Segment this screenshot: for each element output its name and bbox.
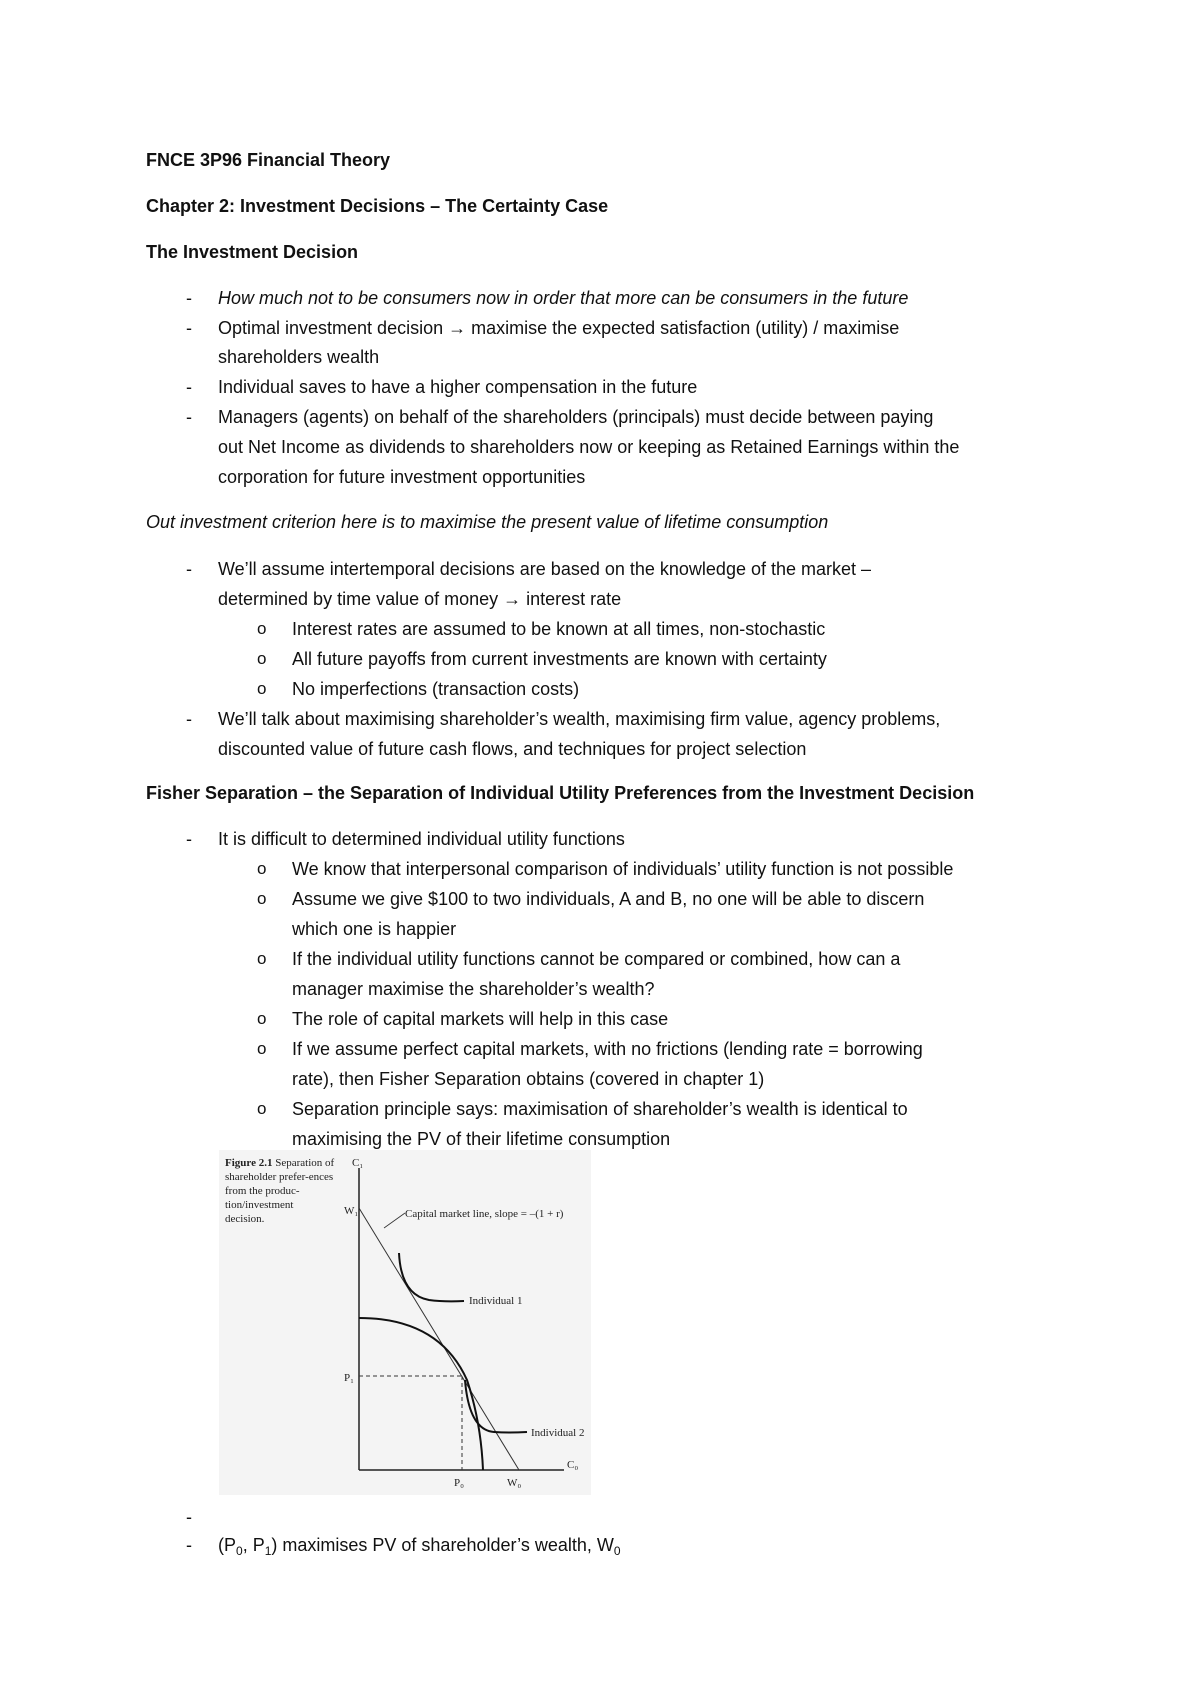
individual-1-curve bbox=[399, 1253, 464, 1301]
w0-label: W₀ bbox=[507, 1477, 522, 1489]
figure-caption-text: Separation of shareholder prefer-ences from the produc-tion/investment decision. bbox=[225, 1157, 335, 1225]
conclusion-text-1: (P bbox=[218, 1535, 236, 1555]
capital-market-line bbox=[359, 1208, 519, 1470]
bullet-o: o bbox=[257, 619, 267, 638]
bullet-o: o bbox=[257, 649, 267, 668]
list-item: Optimal investment decision → maximise the expected satisfaction (utility) / maximise bbox=[218, 318, 900, 338]
list-item: corporation for future investment opportunities bbox=[218, 467, 586, 487]
bullet-dash: - bbox=[186, 288, 192, 308]
list-item: discounted value of future cash flows, and techniques for project selection bbox=[218, 739, 807, 759]
sub-item: Interest rates are assumed to be known at all times, non-stochastic bbox=[292, 619, 826, 639]
bullet-o: o bbox=[257, 679, 267, 698]
conclusion-line bbox=[218, 1533, 621, 1563]
list-item: out Net Income as dividends to shareholders now or keeping as Retained Earnings within the bbox=[218, 437, 960, 457]
list-item: We’ll talk about maximising shareholder’s wealth, maximising firm value, agency problems, bbox=[218, 709, 941, 729]
production-opportunity-curve bbox=[359, 1318, 483, 1470]
section-heading-fisher-separation: Fisher Separation – the Separation of Individual Utility Preferences from the Investment Decision bbox=[146, 783, 975, 803]
subscript-1: 1 bbox=[264, 1544, 272, 1558]
sub-item: We know that interpersonal comparison of individuals’ utility function is not possible bbox=[292, 859, 954, 879]
p0-label: P₀ bbox=[454, 1477, 464, 1489]
sub-item: If we assume perfect capital markets, with no frictions (lending rate = borrowing bbox=[292, 1039, 923, 1059]
investment-criterion: Out investment criterion here is to maximise the present value of lifetime consumption bbox=[146, 512, 829, 532]
list-item: How much not to be consumers now in order that more can be consumers in the future bbox=[218, 288, 909, 308]
sub-item: Separation principle says: maximisation of shareholder’s wealth is identical to bbox=[292, 1099, 908, 1119]
bullet-o: o bbox=[257, 1099, 267, 1118]
y-axis-label: C₁ bbox=[352, 1157, 364, 1169]
list-item: Managers (agents) on behalf of the shareholders (principals) must decide between paying bbox=[218, 407, 934, 427]
sub-item: If the individual utility functions cannot be compared or combined, how can a bbox=[292, 949, 901, 969]
bullet-o: o bbox=[257, 859, 267, 878]
sub-item: The role of capital markets will help in this case bbox=[292, 1009, 669, 1029]
conclusion-text-2: , P bbox=[242, 1535, 265, 1555]
bullet-o: o bbox=[257, 1039, 267, 1058]
bullet-dash: - bbox=[186, 559, 192, 579]
sub-item: which one is happier bbox=[292, 919, 457, 939]
w1-label: W₁ bbox=[344, 1205, 359, 1217]
figure-number: Figure 2.1 bbox=[225, 1157, 273, 1169]
bullet-dash: - bbox=[186, 709, 192, 729]
bullet-dash: - bbox=[186, 407, 192, 427]
list-item: shareholders wealth bbox=[218, 347, 380, 367]
bullet-dash: - bbox=[186, 1507, 192, 1527]
sub-item: All future payoffs from current investments are known with certainty bbox=[292, 649, 827, 669]
section-heading-investment-decision: The Investment Decision bbox=[146, 242, 359, 262]
bullet-dash: - bbox=[186, 377, 192, 397]
bullet-o: o bbox=[257, 949, 267, 968]
p1-label: P₁ bbox=[344, 1372, 354, 1384]
sub-item: maximising the PV of their lifetime consumption bbox=[292, 1129, 671, 1149]
sub-item: Assume we give $100 to two individuals, A and B, no one will be able to discern bbox=[292, 889, 925, 909]
list-item: It is difficult to determined individual utility functions bbox=[218, 829, 625, 849]
sub-item: No imperfections (transaction costs) bbox=[292, 679, 580, 699]
sub-item: rate), then Fisher Separation obtains (covered in chapter 1) bbox=[292, 1069, 765, 1089]
chapter-title: Chapter 2: Investment Decisions – The Certainty Case bbox=[146, 196, 609, 216]
fisher-separation-figure bbox=[219, 1150, 591, 1495]
bullet-dash: - bbox=[186, 829, 192, 849]
figure-caption bbox=[225, 1156, 335, 1226]
cml-pointer bbox=[384, 1213, 405, 1228]
course-title: FNCE 3P96 Financial Theory bbox=[146, 150, 391, 170]
subscript-w0: 0 bbox=[613, 1544, 621, 1558]
individual-1-label: Individual 1 bbox=[469, 1295, 523, 1307]
cml-label: Capital market line, slope = –(1 + r) bbox=[405, 1208, 564, 1220]
list-item: We’ll assume intertemporal decisions are based on the knowledge of the market – bbox=[218, 559, 872, 579]
bullet-dash: - bbox=[186, 1535, 192, 1555]
sub-item: manager maximise the shareholder’s wealth? bbox=[292, 979, 655, 999]
subscript-0: 0 bbox=[236, 1544, 243, 1558]
individual-2-label: Individual 2 bbox=[531, 1427, 585, 1439]
conclusion-text-3: ) maximises PV of shareholder’s wealth, W bbox=[271, 1535, 614, 1555]
bullet-o: o bbox=[257, 889, 267, 908]
list-item: determined by time value of money → interest rate bbox=[218, 589, 622, 609]
bullet-dash: - bbox=[186, 318, 192, 338]
x-axis-label: C₀ bbox=[567, 1459, 579, 1471]
list-item: Individual saves to have a higher compensation in the future bbox=[218, 377, 698, 397]
bullet-o: o bbox=[257, 1009, 267, 1028]
